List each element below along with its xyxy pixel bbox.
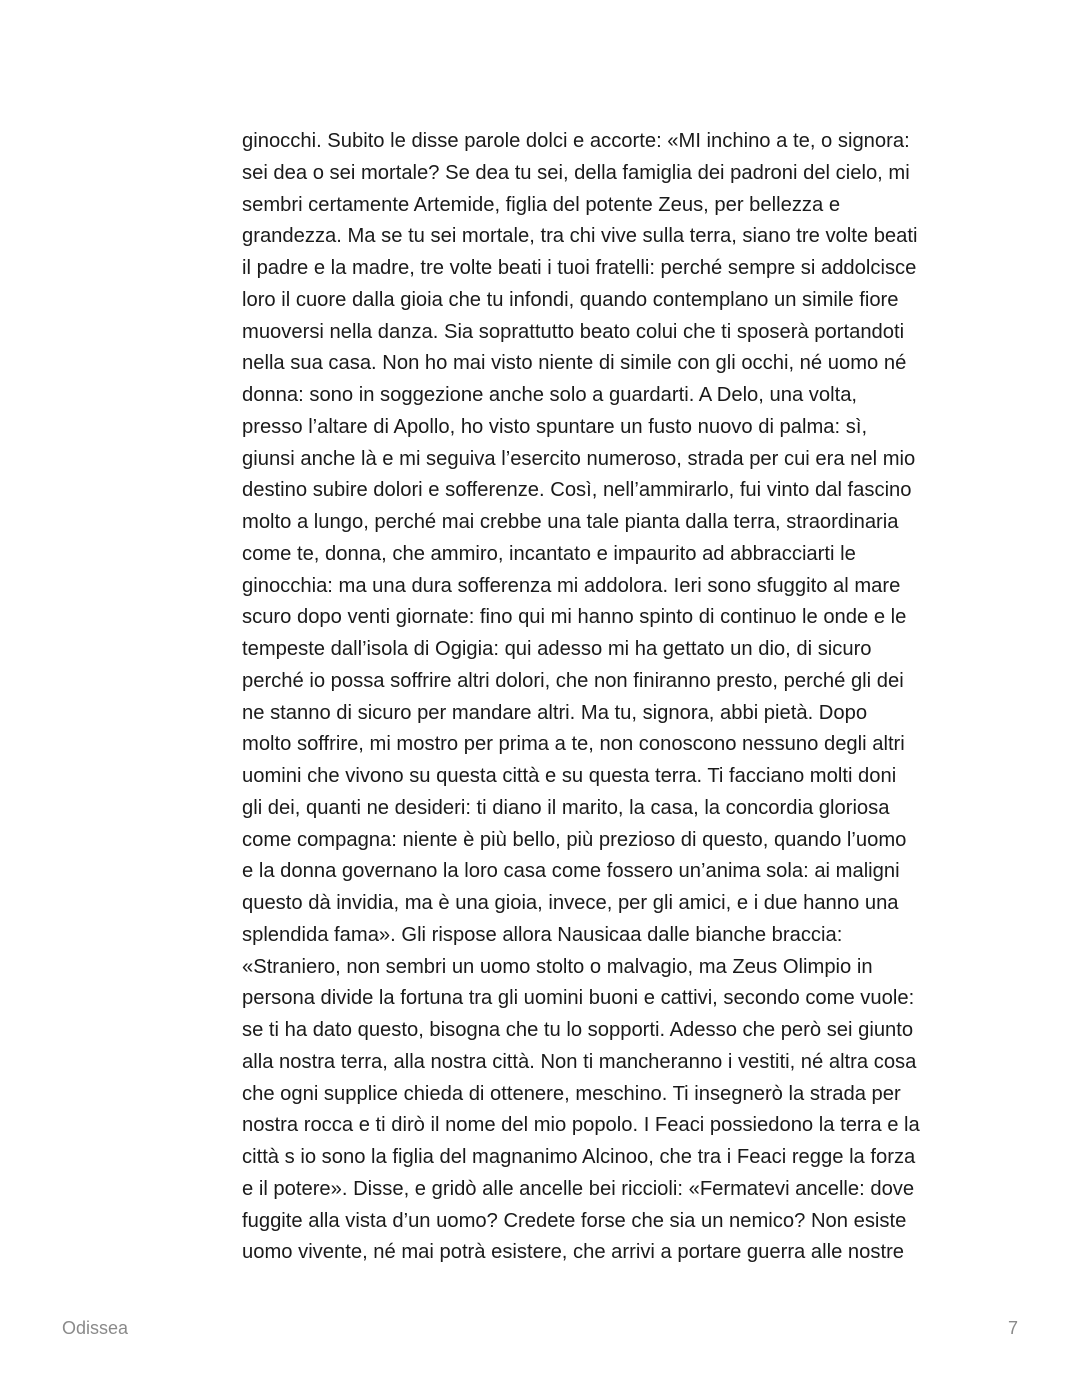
text-line: donna: sono in soggezione anche solo a guardarti. A Delo, una volta,	[242, 384, 858, 406]
text-line: destino subire dolori e sofferenze. Così, nell’ammirarlo, fui vinto dal fascino	[242, 479, 912, 502]
text-line: perché io possa soffrire altri dolori, che non finiranno presto, perché gli dei	[242, 669, 904, 692]
text-line: muoversi nella danza. Sia soprattutto beato colui che ti sposerà portandoti	[242, 320, 905, 343]
text-line: ne stanno di sicuro per mandare altri. Ma tu, signora, abbi pietà. Dopo	[242, 701, 868, 724]
text-line: il padre e la madre, tre volte beati i tuoi fratelli: perché sempre si addolcisce	[242, 257, 917, 279]
text-line: uomo vivente, né mai potrà esistere, che arrivi a portare guerra alle nostre	[242, 1241, 905, 1264]
text-line: scuro dopo venti giornate: fino qui mi hanno spinto di continuo le onde e le	[242, 606, 907, 629]
text-line: loro il cuore dalla gioia che tu infondi, quando contemplano un simile fiore	[242, 288, 899, 311]
text-line: alla nostra terra, alla nostra città. Non ti mancheranno i vestiti, né altra cosa	[242, 1050, 917, 1073]
text-line: giunsi anche là e mi seguiva l’esercito numeroso, strada per cui era nel mio	[242, 447, 916, 470]
text-line: e il potere». Disse, e gridò alle ancelle bei riccioli: «Fermatevi ancelle: dove	[242, 1177, 915, 1200]
text-line: nella sua casa. Non ho mai visto niente di simile con gli occhi, né uomo né	[242, 352, 907, 375]
text-line: molto soffrire, mi mostro per prima a te, non conoscono nessuno degli altri	[242, 733, 905, 756]
text-line: questo dà invidia, ma è una gioia, invece, per gli amici, e i due hanno una	[242, 892, 899, 914]
text-line: città s io sono la figlia del magnanimo Alcinoo, che tra i Feaci regge la forza	[242, 1146, 916, 1168]
text-line: fuggite alla vista d’un uomo? Credete forse che sia un nemico? Non esiste	[242, 1209, 907, 1232]
footer-page-number: 7	[1007, 1318, 1018, 1338]
text-line: tempeste dall’isola di Ogigia: qui adesso mi ha gettato un dio, di sicuro	[242, 638, 872, 660]
text-line: persona divide la fortuna tra gli uomini buoni e cattivi, secondo come vuole:	[242, 987, 915, 1010]
text-line: come te, donna, che ammiro, incantato e impaurito ad abbracciarti le	[242, 542, 856, 565]
text-line: se ti ha dato questo, bisogna che tu lo sopporti. Adesso che però sei giunto	[242, 1019, 914, 1041]
text-line: splendida fama». Gli rispose allora Nausicaa dalle bianche braccia:	[242, 923, 843, 946]
text-line: ginocchia: ma una dura sofferenza mi addolora. Ieri sono sfuggito al mare	[242, 574, 901, 597]
text-line: grandezza. Ma se tu sei mortale, tra chi vive sulla terra, siano tre volte beati	[242, 225, 918, 248]
text-line: nostra rocca e ti dirò il nome del mio popolo. I Feaci possiedono la terra e la	[242, 1114, 920, 1137]
footer-document-title: Odissea	[62, 1318, 129, 1338]
text-line: molto a lungo, perché mai crebbe una tale pianta dalla terra, straordinaria	[242, 511, 899, 533]
text-line: «Straniero, non sembri un uomo stolto o malvagio, ma Zeus Olimpio in	[242, 955, 873, 978]
text-line: che ogni supplice chieda di ottenere, meschino. Ti insegnerò la strada per	[242, 1082, 901, 1105]
text-line: come compagna: niente è più bello, più prezioso di questo, quando l’uomo	[242, 828, 907, 851]
text-line: sembri certamente Artemide, figlia del potente Zeus, per bellezza e	[242, 193, 841, 216]
page-body-text	[242, 126, 962, 1269]
text-line: ginocchi. Subito le disse parole dolci e accorte: «MI inchino a te, o signora:	[242, 130, 910, 152]
text-line: e la donna governano la loro casa come fossero un’anima sola: ai maligni	[242, 860, 900, 883]
text-line: presso l’altare di Apollo, ho visto spuntare un fusto nuovo di palma: sì,	[242, 415, 868, 438]
text-line: gli dei, quanti ne desideri: ti diano il marito, la casa, la concordia gloriosa	[242, 796, 890, 819]
text-line: sei dea o sei mortale? Se dea tu sei, della famiglia dei padroni del cielo, mi	[242, 161, 910, 184]
text-line: uomini che vivono su questa città e su questa terra. Ti facciano molti doni	[242, 765, 897, 787]
